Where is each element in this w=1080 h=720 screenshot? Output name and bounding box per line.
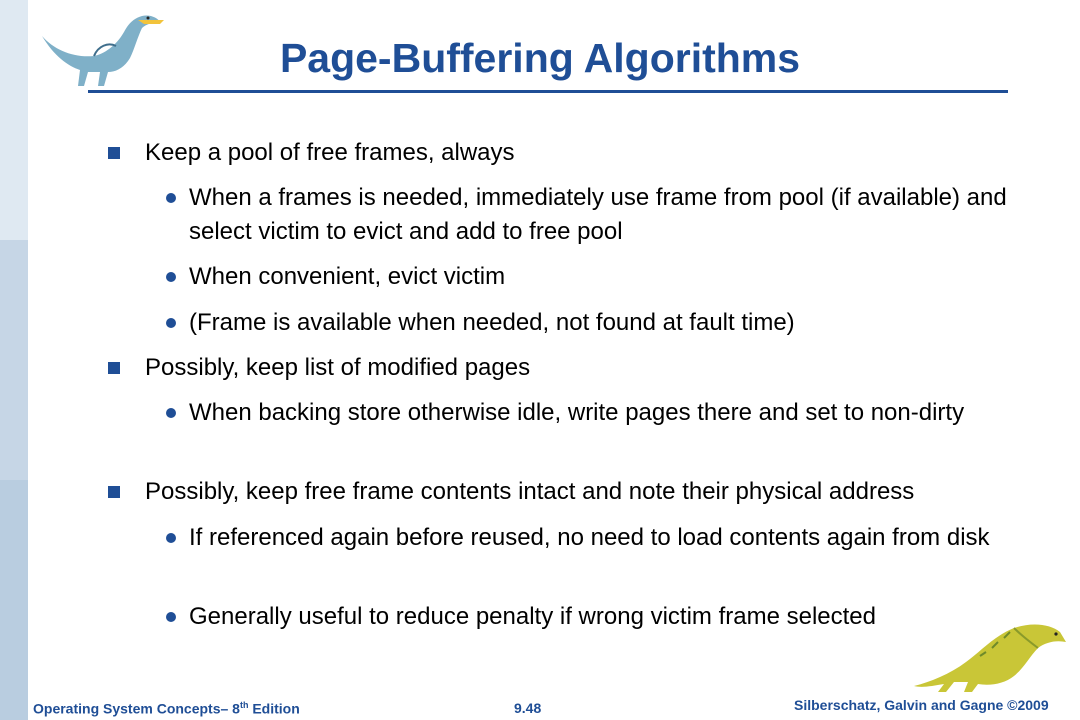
square-bullet-icon (108, 362, 120, 374)
square-bullet-icon (108, 486, 120, 498)
page-title: Page-Buffering Algorithms (279, 35, 801, 81)
footer-edition-sup: th (239, 700, 249, 710)
sub-bullet-text: Generally useful to reduce penalty if wrong victim frame selected (189, 603, 876, 630)
round-bullet-icon (166, 612, 176, 622)
square-bullet-icon (108, 147, 120, 159)
footer-book-text: Operating System Concepts– 8 (33, 700, 240, 717)
title-divider (88, 90, 1008, 93)
side-bar-middle (0, 240, 28, 480)
sub-bullet-item (166, 396, 1046, 464)
bullet-item (108, 136, 1058, 170)
sub-bullet-text: (Frame is available when needed, not found at fault time) (189, 309, 795, 336)
bullet-text: Keep a pool of free frames, always (145, 139, 515, 166)
sub-bullet-item (166, 521, 1046, 589)
bullet-text: Possibly, keep free frame contents intact and note their physical address (145, 478, 915, 505)
sub-bullet-text: When a frames is needed, immediately use frame from pool (if available) and select victim to evict and add to free pool (189, 184, 1007, 245)
side-bar-top (0, 0, 28, 240)
sub-bullet-text: If referenced again before reused, no need to load contents again from disk (189, 524, 990, 551)
bullet-text: Possibly, keep list of modified pages (145, 354, 531, 381)
bullet-item (108, 475, 1058, 509)
sub-bullet-text: When convenient, evict victim (189, 263, 506, 290)
footer-page-number: 9.48 (514, 700, 542, 716)
round-bullet-icon (166, 408, 176, 418)
sub-bullet-text: When backing store otherwise idle, write pages there and set to non-dirty (189, 399, 965, 426)
sub-bullet-item (166, 260, 1046, 294)
dinosaur-icon (910, 612, 1070, 694)
side-bar-bottom (0, 480, 28, 720)
dinosaur-icon (34, 6, 166, 90)
sub-bullet-item (166, 306, 1046, 340)
footer-book-title (33, 700, 300, 717)
round-bullet-icon (166, 533, 176, 543)
round-bullet-icon (166, 318, 176, 328)
round-bullet-icon (166, 193, 176, 203)
bullet-item (108, 351, 1058, 385)
round-bullet-icon (166, 272, 176, 282)
footer-copyright: Silberschatz, Galvin and Gagne ©2009 (794, 697, 1049, 713)
footer-edition-word: Edition (248, 700, 300, 717)
sub-bullet-item (166, 181, 1046, 249)
